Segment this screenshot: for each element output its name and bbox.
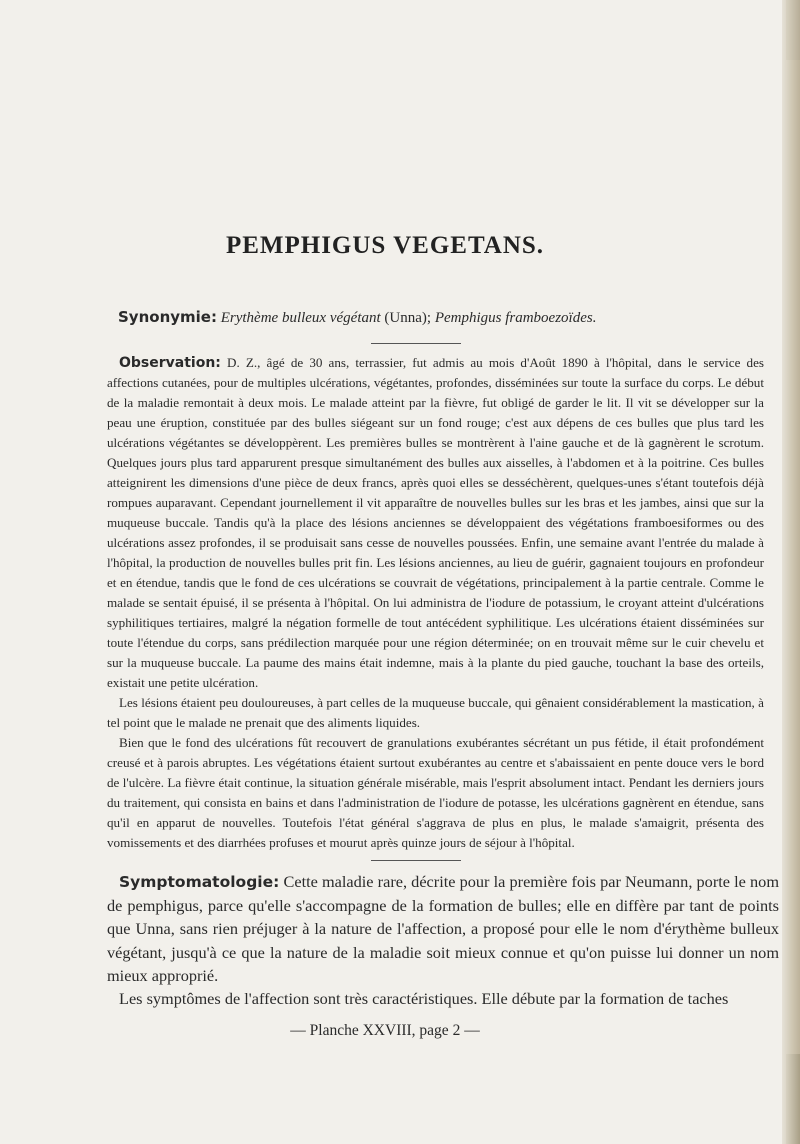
symptomatologie-text-1: Cette maladie rare, décrite pour la première fois par Neumann, porte le nom de pemphigus, parce qu'elle s'accompagne de la formation de bulles; elle en diffère par tant de points que Unna, sans rien préjuger à la nature de l'affection, a proposé pour elle le nom d'érythème bulleux végétant, jusqu'à ce que la nature de la maladie soit mieux connue et qu'on puisse lui donner un nom mieux approprié. [107,872,779,985]
section-divider-1 [371,343,461,344]
synonymie-term-2: Pemphigus framboezoïdes. [434,310,597,326]
observation-paragraph-3: Bien que le fond des ulcérations fût recouvert de granulations exubérantes sécrétant un pus fétide, il était profondément creusé et à parois abruptes. Les végétations étaient surtout exubérantes au centre et s'abaissaient en pente douce vers le bord de l'ulcère. La fièvre était continue, la situation générale misérable, mais l'esprit absolument intact. Pendant les derniers jours du traitement, qui consista en bains et dans l'administration de l'iodure de potasse, les ulcérations gagnèrent en étendue, sans qu'il en apparut de nouvelles. Toutefois l'état général s'aggrava de plus en plus, le malade s'amaigrit, présenta des vomissements et des diarrhées profuses et mourut après quinze jours de séjour à l'hôpital. [107,735,764,850]
page-edge-bottom-shadow [786,1054,800,1144]
symptomatologie-paragraph-2: Les symptômes de l'affection sont très caractéristiques. Elle débute par la formation de taches [119,989,729,1009]
observation-text-1: D. Z., âgé de 30 ans, terrassier, fut admis au mois d'Août 1890 à l'hôpital, dans le service des affections cutanées, pour de multiples ulcérations, végétantes, profondes, disséminées sur toute la surface du corps. Le début de la maladie remontait à deux mois. Le malade atteint par la fièvre, fut obligé de garder le lit. Il vit se développer sur la peau une éruption, constituée par des bulles siégeant sur un fond rouge; c'est aux dépens de ces bulles que plus tard les ulcérations végétantes se développèrent. Les premières bulles se montrèrent à l'aine gauche et de là gagnèrent le scrotum. Quelques jours plus tard apparurent presque simultanément des bulles aux aisselles, à l'abdomen et à la poitrine. Ces bulles atteignirent les dimensions d'une pièce de deux francs, après quoi elles se desséchèrent, quelques-unes s'étant toutefois déjà rompues auparavant. Cependant journellement il vit apparaître de nouvelles bulles sur les bras et les jambes, ainsi que sur la muqueuse buccale. Tandis qu'à la place des lésions anciennes se développaient des végétations framboesiformes ou des ulcérations assez profondes, il se produisait sans cesse de nouvelles poussées. Enfin, une semaine avant l'entrée du malade à l'hôpital, la production de nouvelles bulles prit fin. Les lésions anciennes, au lieu de guérir, gagnaient toujours en profondeur et en étendue, tandis que le fond de ces ulcérations se couvrait de végétations, principalement à la partie centrale. Comme le malade se sentait épuisé, il se présenta à l'hôpital. On lui administra de l'iodure de potassium, le croyant atteint d'ulcérations syphilitiques tertiaires, malgré la négation formelle de tout antécédent syphilitique. Les ulcérations étaient disséminées sur toute l'étendue du corps, sans prédilection marquée pour une région déterminée; on en trouvait même sur le cuir chevelu et sur la muqueuse buccale. La paume des mains était indemne, mais à la plante du pied gauche, touchant la base des orteils, existait une petite ulcération. [107,355,764,690]
symptomatologie-section [107,870,779,1010]
observation-label: Observation: [119,355,221,371]
page-title: PEMPHIGUS VEGETANS. [225,232,545,259]
synonymie-term-1: Erythème bulleux végétant [220,310,381,326]
symptomatologie-label: Symptomatologie: [119,873,280,891]
page-edge-top-shadow [786,0,800,60]
plate-reference: — Planche XXVIII, page 2 — [290,1022,480,1039]
section-divider-2 [371,860,461,861]
observation-paragraph-2: Les lésions étaient peu douloureuses, à part celles de la muqueuse buccale, qui gênaient considérablement la mastication, à tel point que le malade ne prenait que des aliments liquides. [107,695,764,730]
symptomatologie-paragraph-1 [107,870,779,987]
synonymie-author: (Unna); [380,310,435,326]
synonymie-label: Synonymie: [118,308,217,326]
page-edge-shadow [782,0,800,1144]
synonymie-line [118,308,778,327]
observation-paragraph-1 [107,353,764,693]
observation-section [107,353,764,853]
